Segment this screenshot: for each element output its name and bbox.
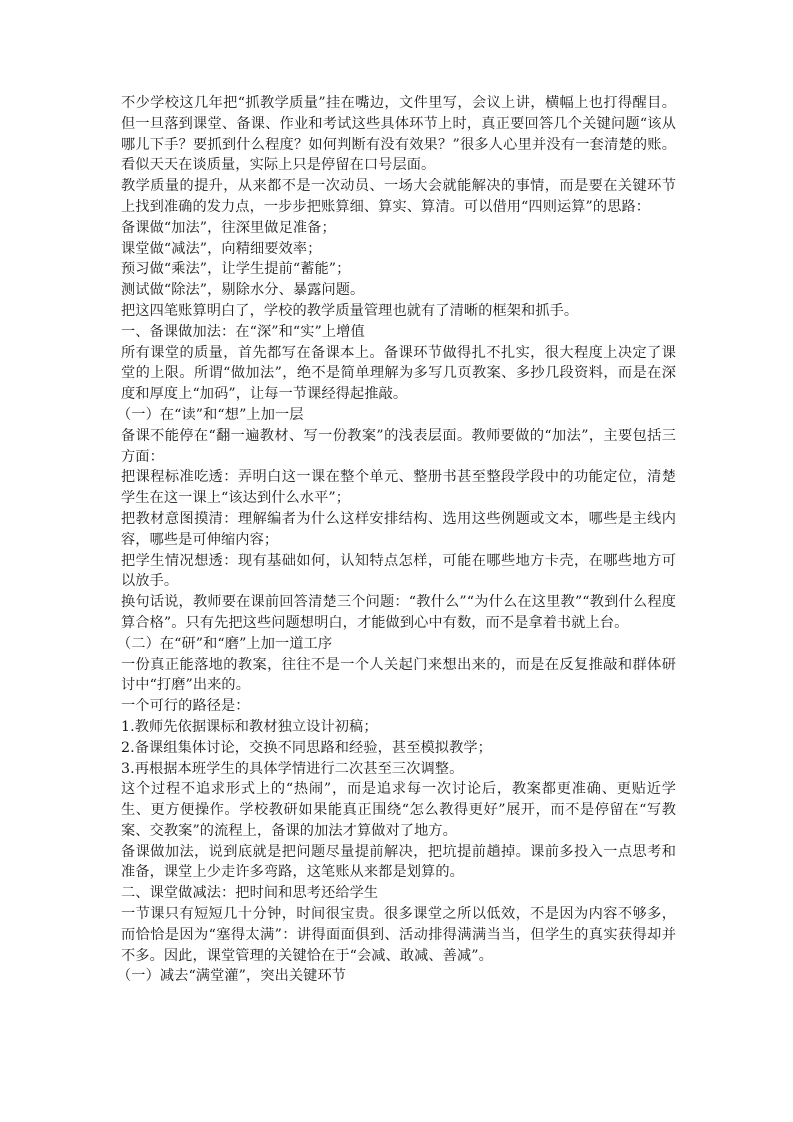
process-paragraph: 这个过程不追求形式上的“热闹”，而是追求每一次讨论后，教案都更准确、更贴近学生、更方便操作。学校教研如果能真正围绕“怎么教得更好”展开，而不是停留在“写教案、交教案”的流程上，备课的加法才算做对了地方。 xyxy=(121,781,676,839)
three-questions-paragraph: 换句话说，教师要在课前回答清楚三个问题：“教什么”“为什么在这里教”“教到什么程度算合格”。只有先把这些问题想明白，才能做到心中有数，而不是拿着书就上台。 xyxy=(121,594,676,631)
subtraction-summary: 课堂做“减法”，向精细要效率； xyxy=(121,240,322,257)
overview-paragraph: 教学质量的提升，从来都不是一次动员、一场大会就能解决的事情，而是要在关键环节上找到准确的发力点，一步步把账算细、算实、算清。可以借用“四则运算”的思路： xyxy=(121,178,676,215)
subsection-1-1-intro: 备课不能停在“翻一遍教材、写一份教案”的浅表层面。教师要做的“加法”，主要包括三方面： xyxy=(121,427,676,465)
section-heading-1: 一、备课做加法：在“深”和“实”上增值 xyxy=(121,323,365,340)
list-item: 2.备课组集体讨论，交换不同思路和经验，甚至模拟教学； xyxy=(121,739,492,756)
section-heading-2: 二、课堂做减法：把时间和思考还给学生 xyxy=(121,885,379,902)
curriculum-point: 把课程标准吃透：弄明白这一课在整个单元、整册书甚至整段学段中的功能定位，清楚学生在这一课上“该达到什么水平”； xyxy=(121,469,676,507)
intro-paragraph: 不少学校这几年把“抓教学质量”挂在嘴边，文件里写，会议上讲，横幅上也打得醒目。但一旦落到课堂、备课、作业和考试这些具体环节上时，真正要回答几个关键问题“该从哪儿下手？要抓到什么程度？如何判断有没有效果？”很多人心里并没有一套清楚的账。看似天天在谈质量，实际上只是停留在口号层面。 xyxy=(121,95,676,174)
section-2-paragraph: 一节课只有短短几十分钟，时间很宝贵。很多课堂之所以低效，不是因为内容不够多，而恰恰是因为“塞得太满”：讲得面面俱到、活动排得满满当当，但学生的真实获得却并不多。因此，课堂管理的关键恰在于“会减、敢减、善减”。 xyxy=(121,906,676,964)
student-point: 把学生情况想透：现有基础如何，认知特点怎样，可能在哪些地方卡壳，在哪些地方可以放手。 xyxy=(121,552,676,590)
document-page xyxy=(117,93,676,987)
addition-summary: 备课做“加法”，往深里做足准备； xyxy=(121,219,336,236)
multiplication-summary: 预习做“乘法”，让学生提前“蓄能”； xyxy=(121,261,351,278)
subsection-heading-2-1: （一）减去“满堂灌”，突出关键环节 xyxy=(117,968,347,985)
section-1-paragraph: 所有课堂的质量，首先都写在备课本上。备课环节做得扎不扎实，很大程度上决定了课堂的上限。所谓“做加法”，绝不是简单理解为多写几页教案、多抄几段资料，而是在深度和厚度上“加码”，让每一节课经得起推敲。 xyxy=(121,344,676,403)
subsection-heading-1-1: （一）在“读”和“想”上加一层 xyxy=(117,406,304,423)
textbook-point: 把教材意图摸清：理解编者为什么这样安排结构、选用这些例题或文本，哪些是主线内容，哪些是可伸缩内容； xyxy=(121,510,676,548)
path-intro: 一个可行的路径是： xyxy=(121,698,250,715)
division-summary: 测试做“除法”，剔除水分、暴露问题。 xyxy=(121,282,365,299)
framework-paragraph: 把这四笔账算明白了，学校的教学质量管理也就有了清晰的框架和抓手。 xyxy=(121,302,579,319)
subsection-1-2-paragraph: 一份真正能落地的教案，往往不是一个人关起门来想出来的，而是在反复推敲和群体研讨中“打磨”出来的。 xyxy=(121,656,676,694)
list-item: 1.教师先依据课标和教材独立设计初稿； xyxy=(121,718,378,735)
subsection-heading-1-2: （二）在“研”和“磨”上加一道工序 xyxy=(117,635,333,652)
section-1-conclusion: 备课做加法，说到底就是把问题尽量提前解决，把坑提前趟掉。课前多投入一点思考和准备，课堂上少走许多弯路，这笔账从来都是划算的。 xyxy=(121,843,676,881)
list-item: 3.再根据本班学生的具体学情进行二次甚至三次调整。 xyxy=(121,760,464,777)
